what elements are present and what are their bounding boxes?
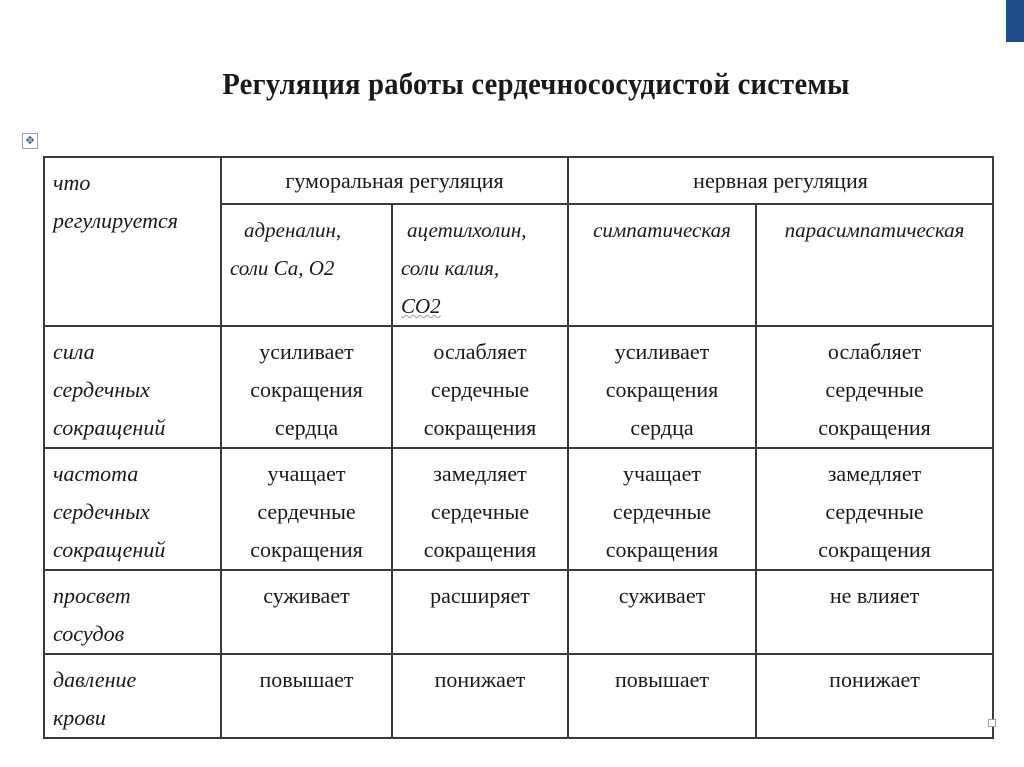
- row-label-line: частота: [53, 461, 139, 486]
- table-cell: [392, 570, 568, 654]
- row-label-line: сосудов: [53, 621, 125, 646]
- cell-line: учащает: [267, 461, 346, 486]
- page-title: Регуляция работы сердечнососудистой системы: [222, 66, 850, 101]
- cell-line: сердца: [630, 415, 694, 440]
- corner-header-cell: [44, 157, 221, 326]
- cell-line: сердечные: [257, 499, 356, 524]
- row-label-line: крови: [53, 705, 106, 730]
- table-cell: [568, 448, 756, 570]
- table-resize-handle[interactable]: [988, 719, 996, 727]
- table-cell: [756, 448, 993, 570]
- subheader-line: ацетилхолин,: [407, 218, 527, 242]
- subheader-line: CO2: [401, 294, 441, 318]
- cell-line: сокращения: [423, 415, 537, 440]
- cell-line: понижает: [434, 667, 526, 692]
- cell-line: сокращения: [605, 377, 719, 402]
- row-label: [44, 654, 221, 738]
- cell-line: ослабляет: [827, 339, 922, 364]
- cell-line: ослабляет: [433, 339, 527, 364]
- subheader-acetylcholine: [392, 204, 568, 326]
- table-move-handle-icon[interactable]: ✥: [22, 133, 38, 149]
- table-cell: [568, 326, 756, 448]
- cell-line: усиливает: [259, 339, 354, 364]
- row-label-line: сердечных: [53, 499, 150, 524]
- cell-line: учащает: [623, 461, 701, 486]
- row-label-line: сила: [53, 339, 95, 364]
- table-cell: [392, 654, 568, 738]
- subheader-line: адреналин,: [244, 218, 342, 242]
- table-row: [44, 448, 993, 570]
- cell-line: сокращения: [605, 537, 719, 562]
- table-cell: [221, 448, 392, 570]
- humoral-regulation-header: гуморальная регуляция: [221, 157, 568, 204]
- cell-line: сокращения: [818, 415, 931, 440]
- table-cell: [221, 326, 392, 448]
- cell-line: понижает: [829, 667, 920, 692]
- cell-line: сердечные: [430, 499, 530, 524]
- cell-line: сердечные: [825, 377, 924, 402]
- row-label-line: сердечных: [53, 377, 150, 402]
- table-cell: [756, 654, 993, 738]
- cell-line: сокращения: [818, 537, 931, 562]
- cell-line: сокращения: [250, 537, 363, 562]
- table-row: [44, 326, 993, 448]
- cell-line: суживает: [618, 583, 706, 608]
- subheader-adrenaline: [221, 204, 392, 326]
- table-cell: [392, 326, 568, 448]
- cell-line: не влияет: [829, 583, 920, 608]
- cell-line: замедляет: [433, 461, 527, 486]
- row-label-line: давление: [53, 667, 137, 692]
- table-row: [44, 570, 993, 654]
- row-label-line: сокращений: [53, 537, 166, 562]
- subheader-parasympathetic: парасимпатическая: [756, 204, 993, 326]
- table-cell: [568, 654, 756, 738]
- row-label-line: сокращений: [53, 415, 166, 440]
- regulation-table: [43, 156, 994, 739]
- cell-line: повышает: [259, 667, 354, 692]
- row-label: [44, 326, 221, 448]
- cell-line: сокращения: [250, 377, 363, 402]
- table-row: [44, 654, 993, 738]
- corner-accent-bar: [1006, 0, 1024, 42]
- cell-line: сердечные: [825, 499, 924, 524]
- cell-line: повышает: [614, 667, 710, 692]
- cell-line: суживает: [263, 583, 350, 608]
- table-cell: [756, 326, 993, 448]
- subheader-sympathetic: симпатическая: [568, 204, 756, 326]
- cell-line: расширяет: [430, 583, 530, 608]
- table-cell: [756, 570, 993, 654]
- cell-line: сокращения: [423, 537, 537, 562]
- cell-line: замедляет: [827, 461, 922, 486]
- subheader-line: соли Ca, O2: [230, 256, 335, 280]
- nervous-regulation-header: нервная регуляция: [568, 157, 993, 204]
- table-cell: [221, 570, 392, 654]
- cell-line: сердечные: [430, 377, 530, 402]
- table-cell: [221, 654, 392, 738]
- table-cell: [392, 448, 568, 570]
- corner-label-line: что: [53, 170, 91, 195]
- row-label: [44, 448, 221, 570]
- cell-line: сердечные: [612, 499, 712, 524]
- row-label-line: просвет: [53, 583, 131, 608]
- row-label: [44, 570, 221, 654]
- table-cell: [568, 570, 756, 654]
- cell-line: сердца: [274, 415, 339, 440]
- cell-line: усиливает: [614, 339, 710, 364]
- corner-label-line: регулируется: [53, 208, 178, 233]
- subheader-line: соли калия,: [401, 256, 500, 280]
